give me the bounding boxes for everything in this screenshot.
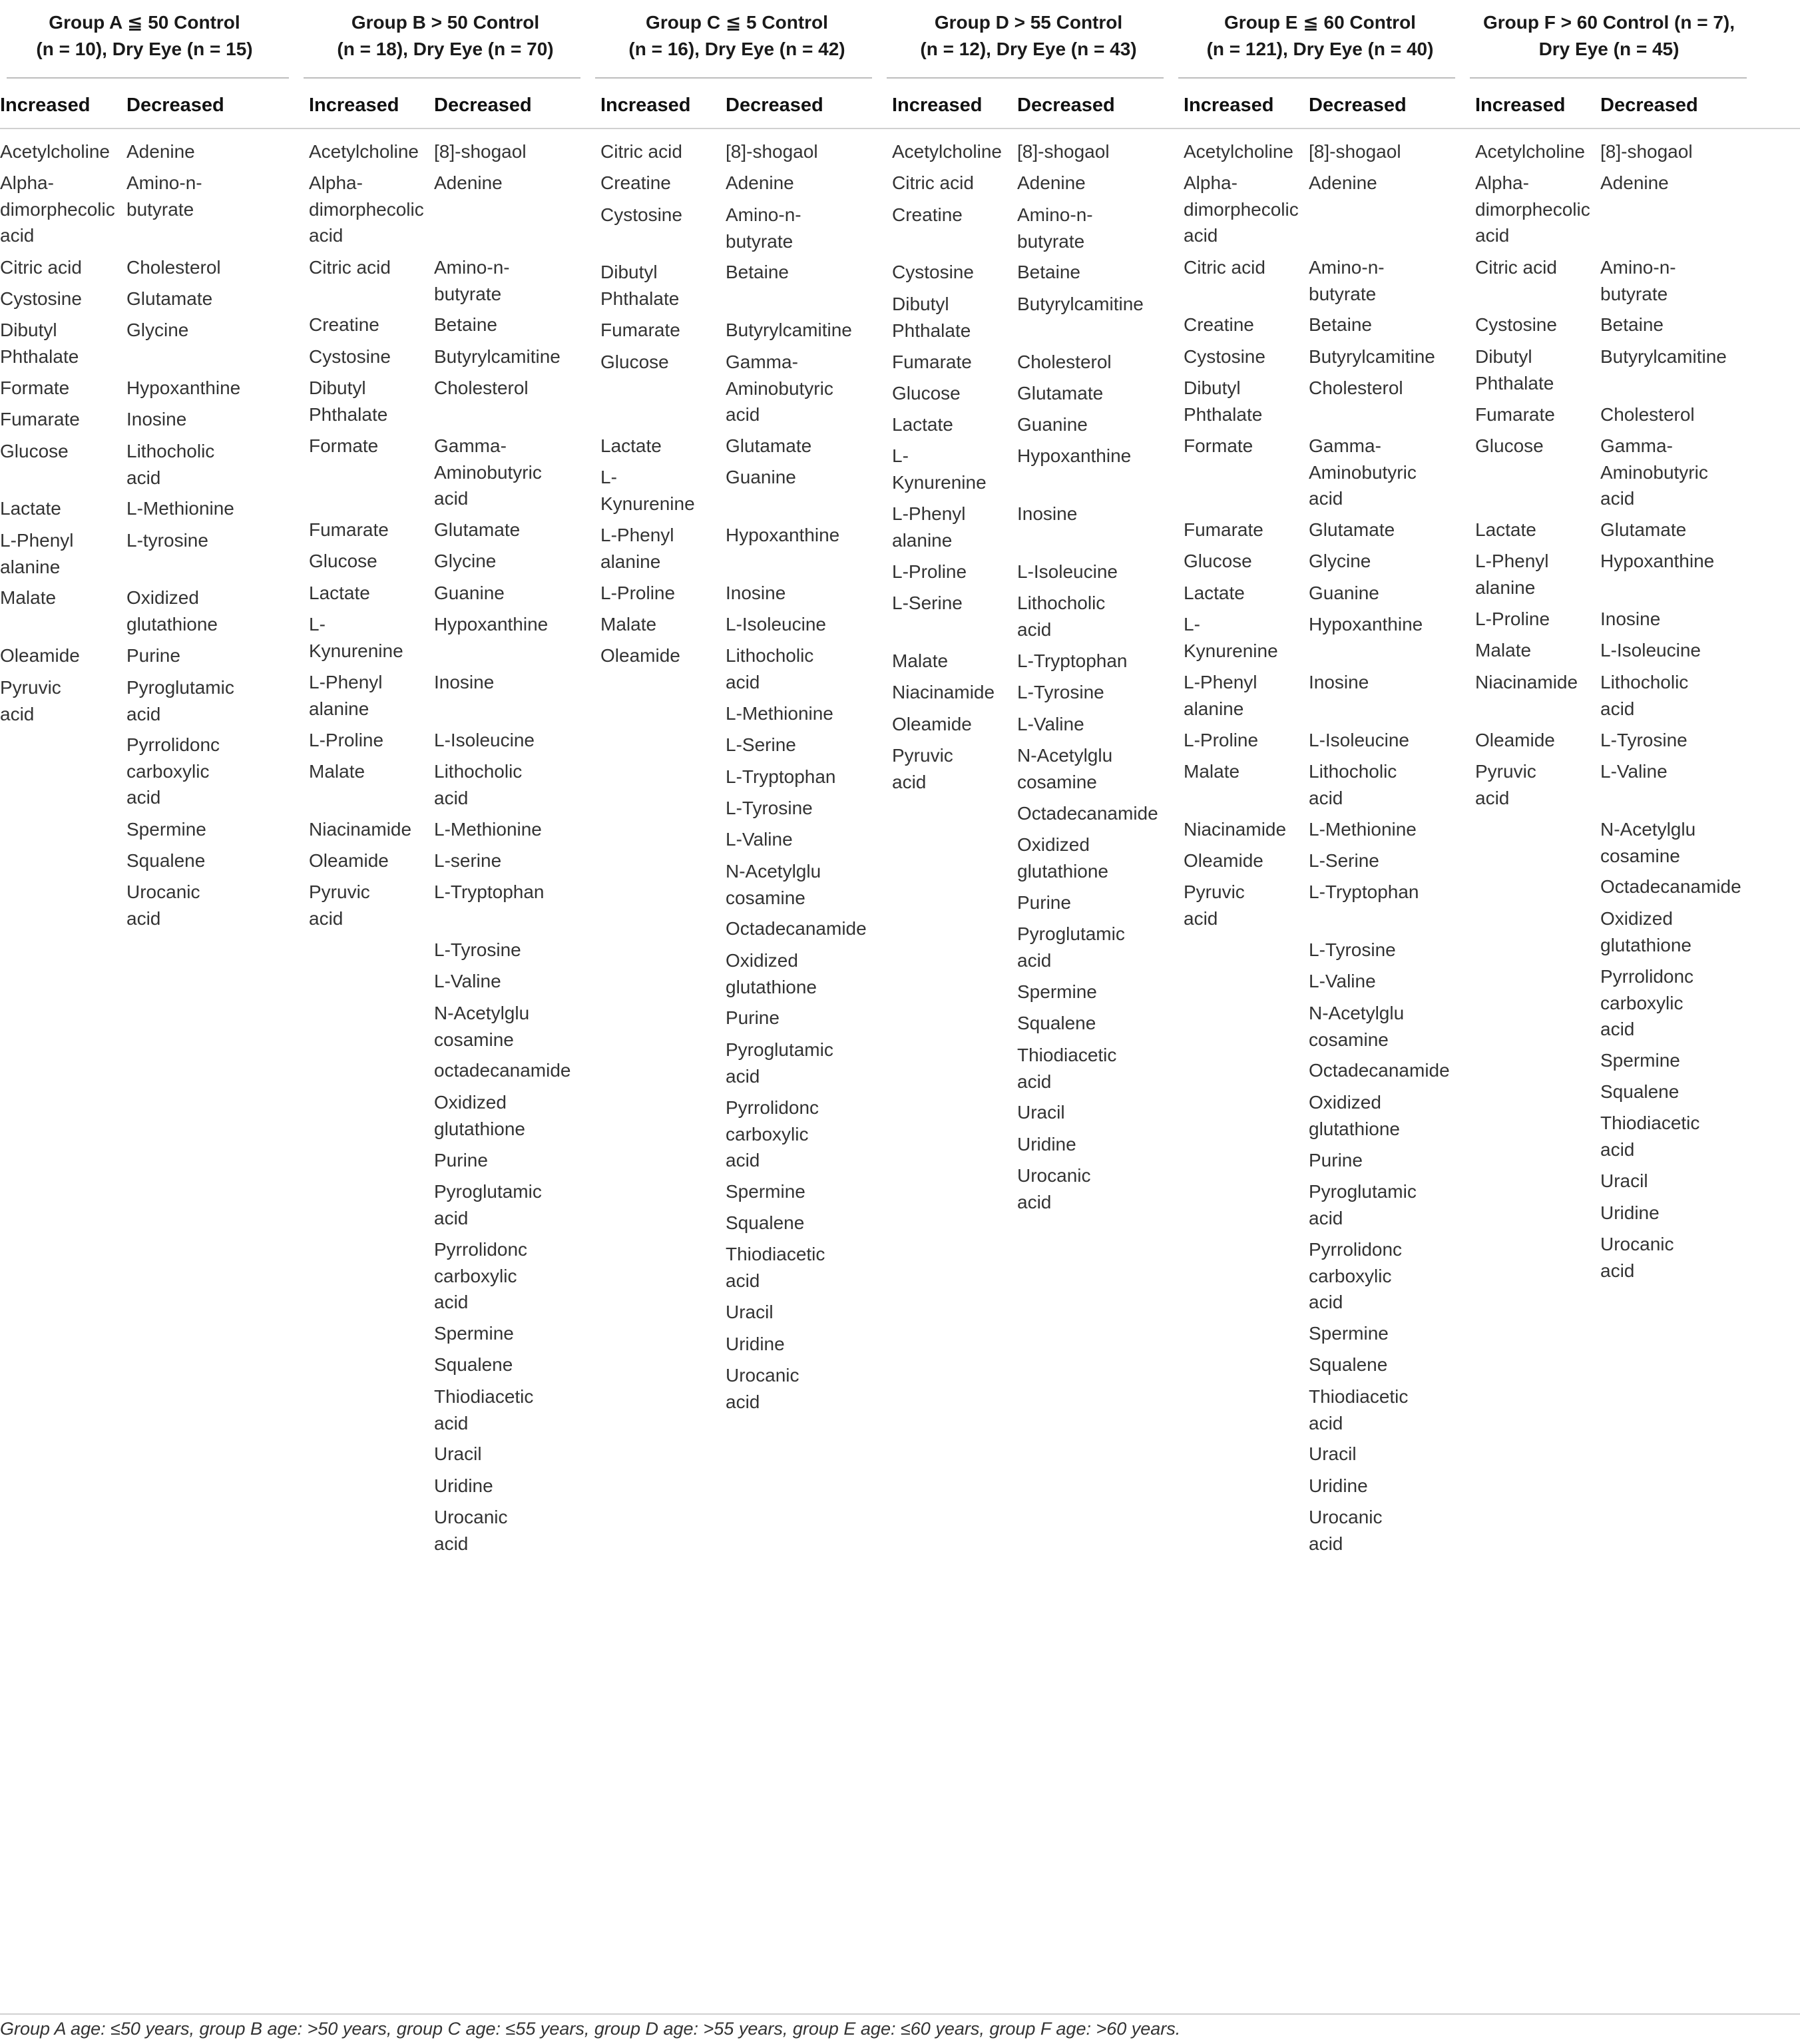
increased-cell: Cystosine [892, 262, 974, 282]
decreased-cell: [8]-shogaol [434, 141, 527, 162]
increased-cell: Glucose [1475, 435, 1544, 456]
decreased-cell: Adenine [1600, 172, 1669, 193]
increased-cell: L- Kynurenine [600, 467, 695, 514]
decreased-cell: L-Serine [1309, 850, 1379, 871]
decreased-cell: Butyrylcamitine [1600, 346, 1727, 367]
decreased-cell: L-Tyrosine [1017, 682, 1104, 702]
decreased-cell: Adenine [726, 172, 794, 193]
decreased-cell: Guanine [1309, 583, 1379, 603]
decreased-cell: Betaine [1017, 262, 1080, 282]
decreased-cell: Hypoxanthine [1309, 614, 1423, 635]
increased-cell: Niacinamide [1475, 672, 1578, 692]
increased-cell: L-Proline [600, 583, 676, 603]
decreased-cell: Guanine [726, 467, 796, 487]
decreased-cell: Gamma- Aminobutyric acid [434, 435, 542, 509]
decreased-cell: Gamma- Aminobutyric acid [1600, 435, 1708, 509]
increased-cell: Lactate [1475, 519, 1536, 540]
increased-cell: Niacinamide [892, 682, 995, 702]
increased-cell: Formate [1184, 435, 1253, 456]
group-header-line: Group F > 60 Control (n = 7), [1482, 12, 1735, 33]
decreased-cell: Uracil [1309, 1443, 1357, 1464]
increased-cell: Malate [892, 650, 949, 671]
decreased-cell: Amino-n- butyrate [1017, 204, 1093, 252]
decreased-subheader: Decreased [726, 95, 823, 116]
increased-cell: Acetylcholine [0, 141, 110, 162]
decreased-cell: N-Acetylglu cosamine [1600, 819, 1696, 866]
decreased-cell: L-Methionine [434, 819, 542, 840]
increased-cell: Pyruvic acid [0, 677, 61, 724]
decreased-subheader: Decreased [434, 95, 532, 116]
decreased-cell: L-Valine [434, 971, 501, 991]
decreased-cell: L-Isoleucine [1600, 640, 1701, 660]
decreased-cell: Urocanic acid [1309, 1507, 1383, 1554]
decreased-cell: Glycine [1309, 551, 1371, 571]
decreased-cell: Glutamate [1600, 519, 1687, 540]
increased-subheader: Increased [1184, 95, 1274, 116]
decreased-cell: Butyrylcamitine [1309, 346, 1435, 367]
increased-cell: Cystosine [0, 288, 82, 309]
increased-cell: Acetylcholine [892, 141, 1002, 162]
group-header-line: (n = 16), Dry Eye (n = 42) [628, 39, 845, 59]
decreased-cell: Squalene [1600, 1081, 1680, 1102]
decreased-cell: Glycine [434, 551, 497, 571]
decreased-cell: Adenine [434, 172, 503, 193]
decreased-cell: Purine [126, 645, 180, 666]
decreased-cell: L-Tryptophan [1017, 650, 1128, 671]
group-header-rule [7, 77, 289, 79]
increased-cell: Dibutyl Phthalate [0, 320, 79, 367]
increased-subheader: Increased [600, 95, 691, 116]
increased-cell: Citric acid [1184, 257, 1265, 278]
decreased-cell: Pyroglutamic acid [126, 677, 234, 724]
decreased-cell: octadecanamide [434, 1060, 571, 1081]
decreased-cell: Thiodiacetic acid [1309, 1386, 1409, 1433]
increased-cell: Oleamide [892, 714, 972, 734]
group-header-line: Group C ≦ 5 Control [646, 12, 828, 33]
decreased-cell: Thiodiacetic acid [726, 1244, 825, 1291]
decreased-cell: Urocanic acid [126, 882, 200, 929]
decreased-cell: Lithocholic acid [1600, 672, 1689, 719]
group-header [1470, 9, 1748, 69]
decreased-cell: [8]-shogaol [726, 141, 818, 162]
decreased-cell: Butyrylcamitine [1017, 294, 1144, 314]
decreased-cell: Inosine [434, 672, 495, 692]
increased-cell: Oleamide [0, 645, 80, 666]
decreased-cell: L-Valine [726, 829, 793, 850]
decreased-cell: Cholesterol [1600, 404, 1695, 425]
increased-cell: Creatine [892, 204, 963, 225]
decreased-cell: Squalene [126, 850, 206, 871]
increased-cell: Malate [600, 614, 657, 635]
decreased-cell: L-Isoleucine [434, 730, 535, 750]
increased-cell: Fumarate [0, 409, 80, 429]
decreased-cell: Glutamate [126, 288, 213, 309]
decreased-subheader: Decreased [126, 95, 224, 116]
decreased-cell: Adenine [1309, 172, 1377, 193]
decreased-cell: Squalene [1017, 1013, 1096, 1033]
increased-cell: Glucose [600, 352, 669, 372]
group-header-rule [1178, 77, 1455, 79]
increased-cell: L- Kynurenine [1184, 614, 1278, 661]
decreased-cell: Octadecanamide [1600, 876, 1741, 897]
increased-cell: Formate [0, 378, 70, 398]
decreased-cell: L-serine [434, 850, 502, 871]
decreased-cell: Inosine [1017, 503, 1078, 524]
increased-cell: Oleamide [600, 645, 680, 666]
increased-cell: Fumarate [1475, 404, 1555, 425]
increased-cell: Citric acid [0, 257, 82, 278]
decreased-cell: Adenine [126, 141, 195, 162]
decreased-cell: Urocanic acid [434, 1507, 508, 1554]
decreased-cell: Purine [434, 1150, 488, 1170]
decreased-cell: L-Tyrosine [726, 798, 813, 818]
decreased-cell: Pyroglutamic acid [1309, 1181, 1417, 1228]
increased-cell: Dibutyl Phthalate [309, 378, 388, 425]
decreased-cell: Uracil [1017, 1102, 1065, 1123]
increased-cell: Fumarate [600, 320, 680, 340]
increased-cell: Creatine [1184, 314, 1254, 335]
decreased-cell: Urocanic acid [1017, 1165, 1091, 1212]
group-header-rule [1470, 77, 1747, 79]
increased-cell: Glucose [892, 383, 961, 403]
decreased-cell: Oxidized glutathione [726, 950, 817, 997]
decreased-cell: Glutamate [726, 435, 812, 456]
increased-cell: Glucose [1184, 551, 1252, 571]
decreased-cell: Purine [1017, 892, 1071, 913]
increased-cell: Lactate [892, 414, 953, 435]
decreased-cell: Oxidized glutathione [434, 1092, 526, 1139]
increased-subheader: Increased [892, 95, 983, 116]
increased-cell: L-Phenyl alanine [600, 525, 674, 572]
group-header-line: Dry Eye (n = 45) [1538, 39, 1680, 59]
increased-cell: Oleamide [309, 850, 389, 871]
decreased-cell: L-Serine [726, 734, 796, 755]
decreased-cell: Cholesterol [126, 257, 221, 278]
increased-subheader: Increased [1475, 95, 1566, 116]
decreased-subheader: Decreased [1309, 95, 1407, 116]
decreased-cell: Oxidized glutathione [1017, 834, 1109, 882]
increased-cell: Pyruvic acid [1184, 882, 1245, 929]
increased-cell: Cystosine [309, 346, 391, 367]
increased-cell: Formate [309, 435, 379, 456]
decreased-cell: L-Isoleucine [1017, 561, 1118, 582]
decreased-cell: Betaine [434, 314, 497, 335]
decreased-cell: Uridine [1017, 1134, 1076, 1154]
increased-cell: Niacinamide [1184, 819, 1287, 840]
decreased-cell: L-Valine [1017, 714, 1084, 734]
decreased-cell: Inosine [726, 583, 786, 603]
increased-cell: Malate [1475, 640, 1532, 660]
decreased-cell: Amino-n- butyrate [1600, 257, 1676, 304]
decreased-cell: Squalene [726, 1212, 805, 1233]
increased-cell: Fumarate [892, 352, 972, 372]
decreased-cell: Uracil [726, 1302, 774, 1322]
increased-cell: Lactate [0, 498, 61, 519]
decreased-cell: Cholesterol [1017, 352, 1112, 372]
decreased-cell: Thiodiacetic acid [434, 1386, 534, 1433]
increased-subheader: Increased [0, 95, 91, 116]
decreased-cell: Inosine [126, 409, 187, 429]
increased-cell: Cystosine [600, 204, 682, 225]
group-header [0, 9, 289, 69]
decreased-cell: Uridine [1600, 1202, 1660, 1223]
decreased-cell: Oxidized glutathione [1600, 908, 1692, 955]
increased-cell: Lactate [600, 435, 662, 456]
decreased-cell: Adenine [1017, 172, 1086, 193]
decreased-cell: Amino-n- butyrate [726, 204, 801, 252]
decreased-cell: L-Methionine [126, 498, 234, 519]
decreased-cell: Guanine [434, 583, 505, 603]
decreased-cell: N-Acetylglu cosamine [1309, 1003, 1405, 1050]
decreased-cell: Cholesterol [434, 378, 529, 398]
decreased-cell: Squalene [434, 1354, 513, 1375]
group-header-rule [595, 77, 872, 79]
decreased-subheader: Decreased [1017, 95, 1115, 116]
decreased-cell: Urocanic acid [1600, 1234, 1674, 1281]
increased-cell: Creatine [600, 172, 671, 193]
increased-cell: Acetylcholine [1184, 141, 1293, 162]
group-header-line: Group D > 55 Control [934, 12, 1123, 33]
group-header-line: (n = 10), Dry Eye (n = 15) [36, 39, 253, 59]
decreased-cell: Uridine [726, 1334, 785, 1354]
decreased-cell: Betaine [1309, 314, 1372, 335]
increased-cell: Alpha- dimorphecolic acid [1475, 172, 1590, 246]
decreased-subheader: Decreased [1600, 95, 1698, 116]
decreased-cell: Butyrylcamitine [726, 320, 852, 340]
decreased-cell: Spermine [1309, 1323, 1389, 1344]
decreased-cell: Urocanic acid [726, 1365, 799, 1412]
decreased-cell: Lithocholic acid [726, 645, 814, 692]
increased-cell: Cystosine [1475, 314, 1557, 335]
decreased-cell: L-Tyrosine [1309, 939, 1396, 960]
increased-cell: Dibutyl Phthalate [1184, 378, 1263, 425]
decreased-cell: Glutamate [434, 519, 521, 540]
increased-cell: Glucose [0, 441, 69, 461]
decreased-cell: L-Valine [1309, 971, 1376, 991]
decreased-cell: Octadecanamide [1309, 1060, 1450, 1081]
decreased-cell: Spermine [726, 1181, 805, 1202]
decreased-cell: Octadecanamide [726, 918, 867, 939]
increased-cell: L- Kynurenine [309, 614, 403, 661]
decreased-cell: Oxidized glutathione [1309, 1092, 1401, 1139]
increased-cell: Fumarate [1184, 519, 1263, 540]
decreased-cell: L-Methionine [1309, 819, 1417, 840]
decreased-cell: L-Valine [1600, 761, 1668, 782]
decreased-cell: [8]-shogaol [1309, 141, 1401, 162]
group-header [887, 9, 1170, 69]
decreased-cell: Uridine [1309, 1475, 1368, 1496]
increased-cell: Lactate [309, 583, 370, 603]
decreased-cell: Betaine [1600, 314, 1664, 335]
decreased-cell: Amino-n- butyrate [434, 257, 510, 304]
decreased-cell: L-Tyrosine [434, 939, 521, 960]
decreased-cell: Pyroglutamic acid [1017, 923, 1125, 971]
increased-cell: Oleamide [1475, 730, 1555, 750]
increased-cell: L-Serine [892, 593, 963, 613]
increased-cell: Malate [1184, 761, 1240, 782]
decreased-cell: Thiodiacetic acid [1017, 1045, 1117, 1092]
decreased-cell: Spermine [1017, 981, 1097, 1002]
decreased-cell: L-Tryptophan [726, 766, 836, 787]
decreased-cell: Inosine [1309, 672, 1369, 692]
increased-cell: Cystosine [1184, 346, 1265, 367]
decreased-cell: Lithocholic acid [1309, 761, 1397, 808]
decreased-cell: Amino-n- butyrate [126, 172, 202, 220]
decreased-cell: Uridine [434, 1475, 493, 1496]
decreased-cell: Pyrrolidonc carboxylic acid [126, 734, 220, 808]
group-header-line: Group A ≦ 50 Control [49, 12, 240, 33]
decreased-cell: Spermine [126, 819, 206, 840]
decreased-cell: Hypoxanthine [726, 525, 840, 545]
decreased-cell: Lithocholic acid [434, 761, 523, 808]
decreased-cell: Glutamate [1017, 383, 1104, 403]
increased-cell: Oleamide [1184, 850, 1263, 871]
increased-cell: Alpha- dimorphecolic acid [309, 172, 424, 246]
decreased-cell: Purine [726, 1007, 780, 1028]
decreased-cell: Pyrrolidonc carboxylic acid [1309, 1239, 1403, 1312]
group-header-rule [887, 77, 1164, 79]
increased-cell: Malate [309, 761, 365, 782]
decreased-cell: Oxidized glutathione [126, 587, 218, 635]
group-header-line: (n = 18), Dry Eye (n = 70) [337, 39, 554, 59]
increased-cell: L-Proline [1184, 730, 1259, 750]
group-header [595, 9, 879, 69]
decreased-cell: L-Isoleucine [726, 614, 826, 635]
group-header-line: (n = 12), Dry Eye (n = 43) [920, 39, 1137, 59]
decreased-cell: Glutamate [1309, 519, 1395, 540]
decreased-cell: Squalene [1309, 1354, 1388, 1375]
group-header-line: Group B > 50 Control [351, 12, 540, 33]
group-header [304, 9, 587, 69]
decreased-cell: Pyroglutamic acid [726, 1039, 833, 1087]
decreased-cell: Lithocholic acid [1017, 593, 1106, 640]
increased-cell: Malate [0, 587, 57, 608]
group-header-line: (n = 121), Dry Eye (n = 40) [1206, 39, 1434, 59]
decreased-cell: N-Acetylglu cosamine [434, 1003, 530, 1050]
decreased-cell: Uracil [1600, 1170, 1648, 1191]
increased-cell: Pyruvic acid [892, 745, 953, 792]
increased-cell: Dibutyl Phthalate [1475, 346, 1554, 393]
decreased-cell: Hypoxanthine [126, 378, 241, 398]
table-footnote: Group A age: ≤50 years, group B age: >50 years, group C age: ≤55 years, group D age: >55 years, group E age: ≤60 years, group F age: >60 years. [0, 2019, 1181, 2039]
increased-cell: L-Phenyl alanine [892, 503, 966, 551]
increased-cell: Citric acid [600, 141, 682, 162]
increased-cell: Citric acid [1475, 257, 1557, 278]
decreased-cell: [8]-shogaol [1600, 141, 1693, 162]
increased-cell: L-Phenyl alanine [0, 530, 74, 577]
decreased-cell: N-Acetylglu cosamine [726, 861, 821, 908]
decreased-cell: L-tyrosine [126, 530, 208, 551]
decreased-cell: Gamma- Aminobutyric acid [726, 352, 833, 425]
increased-cell: Acetylcholine [1475, 141, 1585, 162]
decreased-cell: Glycine [126, 320, 189, 340]
increased-cell: Alpha- dimorphecolic acid [1184, 172, 1299, 246]
decreased-cell: Hypoxanthine [434, 614, 549, 635]
decreased-cell: Spermine [434, 1323, 514, 1344]
increased-cell: Dibutyl Phthalate [600, 262, 680, 309]
group-header-line: Group E ≦ 60 Control [1224, 12, 1416, 33]
increased-cell: Citric acid [892, 172, 974, 193]
decreased-cell: Pyrrolidonc carboxylic acid [434, 1239, 528, 1312]
decreased-cell: Butyrylcamitine [434, 346, 561, 367]
increased-cell: L-Proline [1475, 609, 1550, 629]
increased-cell: Glucose [309, 551, 377, 571]
decreased-cell: L-Tyrosine [1600, 730, 1688, 750]
decreased-cell: Uracil [434, 1443, 482, 1464]
group-header [1178, 9, 1462, 69]
decreased-cell: Octadecanamide [1017, 803, 1158, 824]
increased-cell: Fumarate [309, 519, 389, 540]
decreased-cell: Hypoxanthine [1600, 551, 1715, 571]
increased-cell: Alpha- dimorphecolic acid [0, 172, 115, 246]
decreased-cell: L-Isoleucine [1309, 730, 1409, 750]
increased-subheader: Increased [309, 95, 399, 116]
increased-cell: L-Proline [309, 730, 384, 750]
decreased-cell: Cholesterol [1309, 378, 1403, 398]
increased-cell: Citric acid [309, 257, 391, 278]
decreased-cell: Pyrrolidonc carboxylic acid [1600, 966, 1694, 1039]
increased-cell: Lactate [1184, 583, 1245, 603]
increased-cell: Pyruvic acid [309, 882, 370, 929]
decreased-cell: Thiodiacetic acid [1600, 1113, 1700, 1160]
decreased-cell: Spermine [1600, 1050, 1680, 1071]
increased-cell: Pyruvic acid [1475, 761, 1536, 808]
increased-cell: L-Phenyl alanine [1184, 672, 1257, 719]
increased-cell: Acetylcholine [309, 141, 419, 162]
decreased-cell: Lithocholic acid [126, 441, 215, 488]
decreased-cell: Purine [1309, 1150, 1363, 1170]
decreased-cell: Pyrrolidonc carboxylic acid [726, 1097, 819, 1170]
increased-cell: L-Phenyl alanine [309, 672, 383, 719]
decreased-cell: Amino-n- butyrate [1309, 257, 1385, 304]
decreased-cell: N-Acetylglu cosamine [1017, 745, 1113, 792]
decreased-cell: Pyroglutamic acid [434, 1181, 542, 1228]
table-bottom-rule [0, 2013, 1800, 2015]
decreased-cell: Inosine [1600, 609, 1661, 629]
decreased-cell: L-Methionine [726, 703, 833, 724]
decreased-cell: Gamma- Aminobutyric acid [1309, 435, 1417, 509]
decreased-cell: Betaine [726, 262, 789, 282]
header-bottom-rule [0, 128, 1800, 129]
increased-cell: L-Proline [892, 561, 967, 582]
increased-cell: Dibutyl Phthalate [892, 294, 971, 341]
increased-cell: L-Phenyl alanine [1475, 551, 1549, 598]
decreased-cell: Hypoxanthine [1017, 445, 1132, 466]
decreased-cell: Guanine [1017, 414, 1088, 435]
group-header-rule [304, 77, 580, 79]
increased-cell: Niacinamide [309, 819, 412, 840]
decreased-cell: L-Tryptophan [434, 882, 545, 902]
decreased-cell: [8]-shogaol [1017, 141, 1110, 162]
increased-cell: Creatine [309, 314, 379, 335]
increased-cell: L- Kynurenine [892, 445, 987, 493]
decreased-cell: L-Tryptophan [1309, 882, 1419, 902]
